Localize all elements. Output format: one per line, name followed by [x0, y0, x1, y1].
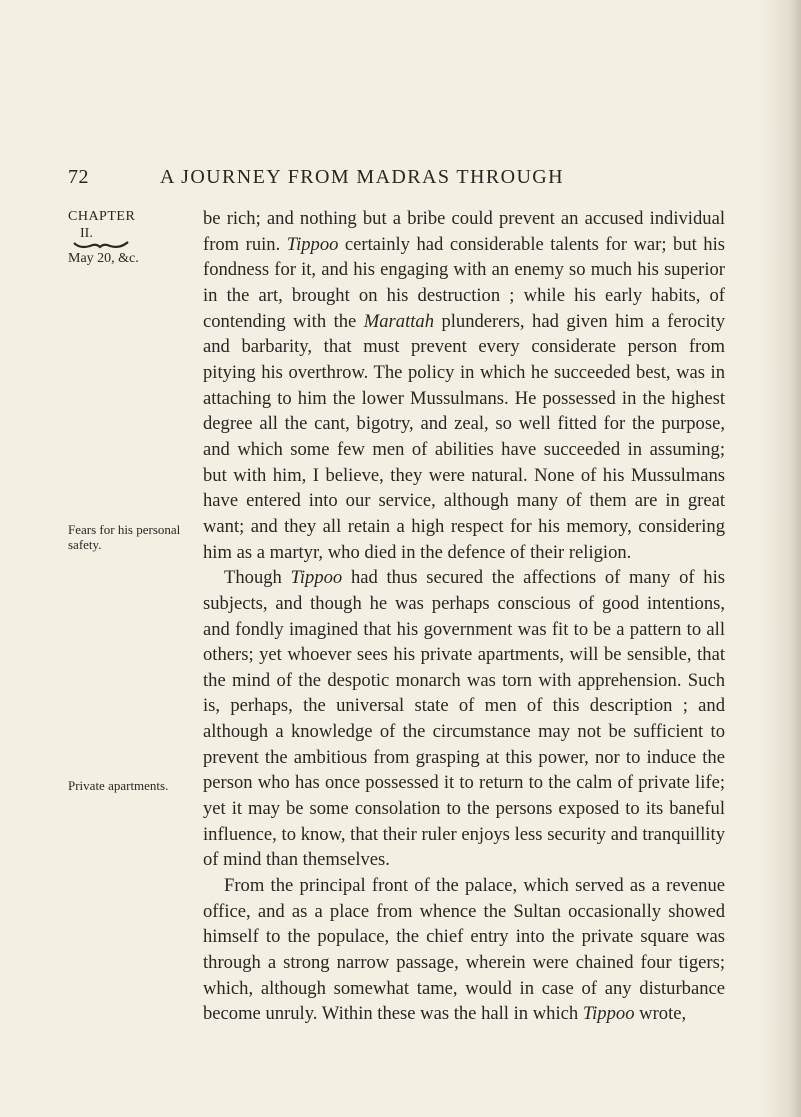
text-run: be rich; and nothing but a bribe could prevent an accused individual from ruin. [203, 208, 725, 255]
page-header [0, 166, 801, 194]
text-run: wrote, [634, 1003, 687, 1025]
text-run: From the principal front of the palace, which served as a revenue office, and as a place from whence the Sultan occasionally showed himself to the populace, the chief entry into the private square was through a strong narrow passage, wherein were chained four tigers; which, although somewhat tame, would in case of any disturbance become unruly. Within these was the hall in which [203, 875, 725, 1025]
paragraph-3 [203, 873, 725, 1027]
page-number: 72 [68, 166, 89, 188]
text-run: certainly had considerable talents for war; but his fondness for it, and his engaging with an enemy so much his superior in the art, brought on his destruction ; while his early habits, of contending with the [203, 233, 725, 332]
paragraph-2 [203, 565, 725, 873]
chapter-label: CHAPTER [68, 209, 136, 224]
marginal-note-fears: Fears for his personal safety. [68, 522, 181, 552]
chapter-marginal-block [68, 208, 200, 268]
italic-name: Tippoo [582, 1003, 635, 1025]
italic-name: Tippoo [290, 567, 343, 589]
italic-name: Marattah [363, 310, 434, 332]
running-head: A JOURNEY FROM MADRAS THROUGH [160, 166, 564, 188]
chapter-number: II. [80, 226, 93, 241]
marginal-note-private: Private apartments. [68, 778, 169, 793]
text-run: had thus secured the affections of many of his subjects, and though he was perhaps conscious of good intentions, and fondly imagined that his government was fit to be a pattern to all others; yet whoever sees his private apartments, will be sensible, that the mind of the despotic monarch was torn with apprehension. Such is, perhaps, the universal state of men of this description ; and although a knowledge of the circumstance may not be sufficient to prevent the ambitious from grasping at this power, nor to induce the person who has once possessed it to return to the calm of private life; yet it may be some consolation to the persons exposed to its baneful influence, to know, that their ruler enjoys less security and tranquillity of mind than themselves. [203, 567, 725, 871]
text-run: Though [224, 567, 291, 589]
body-text [203, 206, 725, 1027]
italic-name: Tippoo [286, 233, 339, 255]
chapter-date: May 20, &c. [68, 251, 139, 266]
paragraph-1 [203, 206, 725, 565]
text-run: plunderers, had given him a ferocity and barbarity, that must prevent every considerate person from pitying his overthrow. The policy in which he succeeded best, was in attaching to him the lower Mussulmans. He possessed in the highest degree all the cant, bigotry, and zeal, so well fitted for the purpose, and which some few men of abilities have succeeded in assuming; but with him, I believe, they were natural. None of his Mussulmans have entered into our service, although many of them are in great want; and they all retain a high respect for his memory, considering him as a martyr, who died in the defence of their religion. [203, 310, 725, 563]
